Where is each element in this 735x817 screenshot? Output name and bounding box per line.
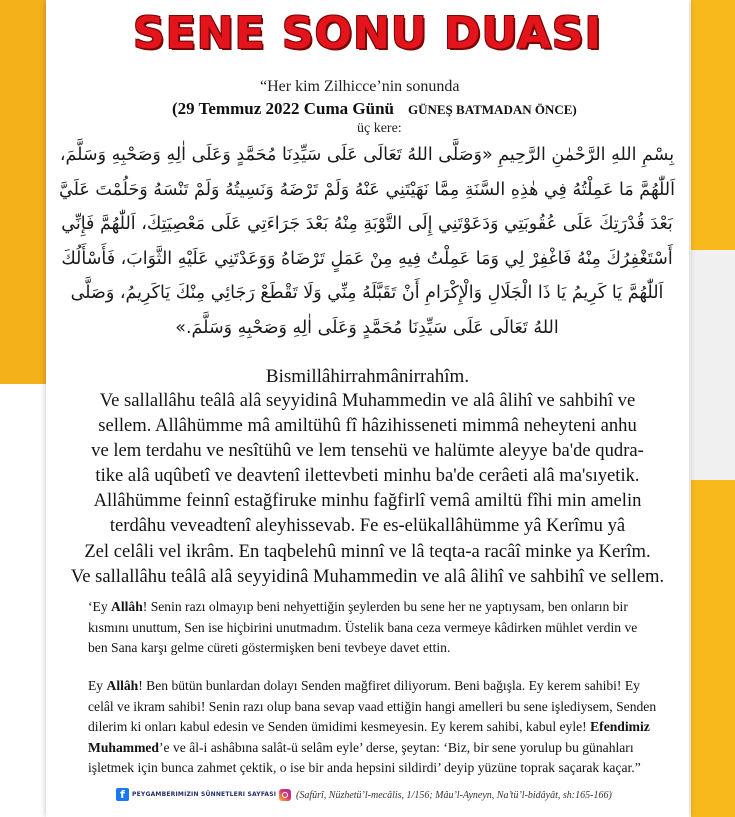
translit-line: Allâhümme feinnî estağfiruke minhu fağfirlî vemâ amiltü fîhi min amelin bbox=[93, 490, 642, 512]
background-band-left-yellow bbox=[0, 0, 48, 384]
intro-time: GÜNEŞ BATMADAN ÖNCE) bbox=[407, 102, 577, 117]
translit-line: Zel celâli vel ikrâm. En taqbelehû minnî ve lâ teqta-a racâî minke ya Kerîm. bbox=[84, 540, 651, 562]
translation-paragraph-1 bbox=[88, 597, 680, 659]
para-line: ben Sana karşı gelme cüreti göstermişken beni tevbeye davet ettin. bbox=[88, 640, 451, 655]
para-line: kısmını unuttum, Sen ise hiçbirini unutmadım. Üstelik bana ceza vermeye kâdirken mühlet verdin ve bbox=[88, 619, 638, 635]
para-line bbox=[88, 676, 680, 697]
source-reference: (Safûrî, Nüzhetü’l-mecâlis, 1/156; Mâu’l-Ayneyn, Na’tü’l-bidâyât, sh:165-166) bbox=[296, 790, 612, 801]
muhammed-bold: Muhammed bbox=[88, 739, 159, 755]
para-open: ‘Ey bbox=[88, 599, 112, 614]
allah-bold: Allâh bbox=[111, 599, 143, 614]
intro-line-2 bbox=[172, 99, 577, 119]
para-text: ! Ben bütün bunlardan dolayı Senden mağfiret diliyorum. Beni bağışla. Ey kerem sahibi! Ey bbox=[138, 678, 640, 693]
facebook-icon[interactable]: f bbox=[116, 788, 129, 801]
para-line bbox=[88, 738, 680, 759]
background-band-right-grey bbox=[691, 250, 735, 480]
arabic-line: أَسْتَغْفِرُكَ مِنْهُ فَاغْفِرْ لِي وَمَا عَمِلْتُ فِيهِ مِنْ عَمَلٍ تَرْضَاهُ وَوَعَدْتَنِي عَلَيْهِ الثَّوَابَ، فَأَسْأَلُكَ bbox=[61, 248, 673, 269]
background-band-left-white bbox=[0, 384, 48, 817]
para-open: Ey bbox=[88, 678, 107, 693]
intro-line-1: “Her kim Zilhicce’nin sonunda bbox=[260, 78, 460, 95]
facebook-page-name[interactable]: PEYGAMBERIMIZIN SÜNNETLERI SAYFASI bbox=[132, 791, 277, 798]
translit-line: ve lem terdahu ve nesîtühû ve lem tensehü ve halümte aleyye ba'de qudra- bbox=[91, 440, 644, 462]
page-title: SENE SONU DUASI bbox=[133, 8, 602, 59]
arabic-line: بَعْدَ قُدْرَتِكَ عَلَى عُقُوبَتِي وَدَعَوْتَنِي إِلَى التَّوْبَةِ مِنْهُ بَعْدَ جَرَاءَتِي عَلَى مَعْصِيَتِكَ، اَللّٰهُمَّ فَإِنِّي bbox=[61, 214, 673, 234]
translit-line: tike alâ uqûbetî ve deavtenî ilettevbeti minhu ba'de cerâeti alâ ma'sıyetik. bbox=[95, 465, 640, 487]
social-footer[interactable] bbox=[116, 788, 291, 801]
instagram-icon[interactable] bbox=[279, 789, 291, 801]
para-text: dilerim ki onları kabul edesin ve Senden ümidimi kesmeyesin. Ey kerem sahibi, kabul eyle! bbox=[88, 719, 591, 734]
translit-line: sellem. Allâhümme mâ amiltühû fî hâzihisseneti mimmâ neheyteni anhu bbox=[98, 415, 637, 437]
background-band-right-yellow-top bbox=[691, 0, 735, 250]
para-line bbox=[88, 597, 680, 618]
arabic-line: اَللّٰهُمَّ يَا كَرِيمُ يَا ذَا الْجَلَالِ وَالْإِكْرَامِ أَنْ تَقَبَّلَهُ مِنِّي وَلَا تَقْطَعْ رَجَائِي مِنْكَ يَاكَرِيمُ، وَصَلَّى bbox=[70, 283, 664, 303]
efendimiz-bold: Efendimiz bbox=[590, 719, 650, 734]
translit-line: Ve sallallâhu teâlâ alâ seyyidinâ Muhammedin ve alâ âlihî ve sahbihî ve sellem. bbox=[70, 565, 665, 587]
arabic-prayer-text bbox=[52, 138, 682, 345]
arabic-line: اللهُ تَعَالَى عَلَى سَيِّدِنَا مُحَمَّدٍ وَعَلَى اٰلِهِ وَصَحْبِهِ وَسَلَّمَ.» bbox=[175, 317, 559, 338]
background-band-right-yellow-bottom bbox=[691, 480, 735, 817]
para-text: ! Senin razı olmayıp beni nehyettiğin şeylerden bu sene her ne yaptıysam, ben onların bir bbox=[142, 599, 628, 614]
transliteration-heading: Bismillâhirrahmânirrahîm. bbox=[265, 366, 470, 387]
intro-line-3: üç kere: bbox=[357, 121, 402, 136]
arabic-line: بِسْمِ اللهِ الرَّحْمٰنِ الرَّحِيمِ «وَصَلَّى اللهُ تَعَالَى عَلَى سَيِّدِنَا مُحَمَّدٍ وَعَلَى اٰلِهِ وَصَحْبِهِ وَسَلَّمَ، bbox=[59, 145, 675, 165]
intro-date: (29 Temmuz 2022 Cuma Günü bbox=[172, 99, 394, 118]
translit-line: terdâhu veveadtenî aleyhissevab. Fe es-elükallâhümme yâ Kerîmu yâ bbox=[109, 515, 626, 537]
para-text: ’e ve âl-i ashâbına salât-ü selâm eyle’ derse, şeytan: ‘Biz, bir sene yorulup bu günahları bbox=[159, 739, 634, 755]
arabic-line: اَللّٰهُمَّ مَا عَمِلْتُهُ فِي هٰذِهِ السَّنَةِ مِمَّا نَهَيْتَنِي عَنْهُ وَلَمْ تَرْضَهُ وَنَسِيتُهُ وَلَمْ تَنْسَهُ وَحَلُمْتَ عَلَيَّ bbox=[59, 179, 675, 200]
translation-paragraph-2 bbox=[88, 676, 680, 779]
para-line: celâl ve ikram sahibi! Senin razı olup bana sevap vaad ettiğin hangi amelleri bu sene işlediysem, Senden bbox=[88, 698, 657, 714]
transliteration-text bbox=[48, 388, 687, 589]
allah-bold: Allâh bbox=[106, 678, 139, 693]
para-line bbox=[88, 717, 680, 738]
para-line: işletmek için bunca zahmet çektik, o ise bir anda hepsini sildirdi’ deyip yüzüne toprak saçarak kaçar.” bbox=[88, 760, 641, 775]
prayer-card bbox=[46, 0, 689, 817]
translit-line: Ve sallallâhu teâlâ alâ seyyidinâ Muhammedin ve alâ âlihî ve sahbihî ve bbox=[99, 390, 636, 411]
